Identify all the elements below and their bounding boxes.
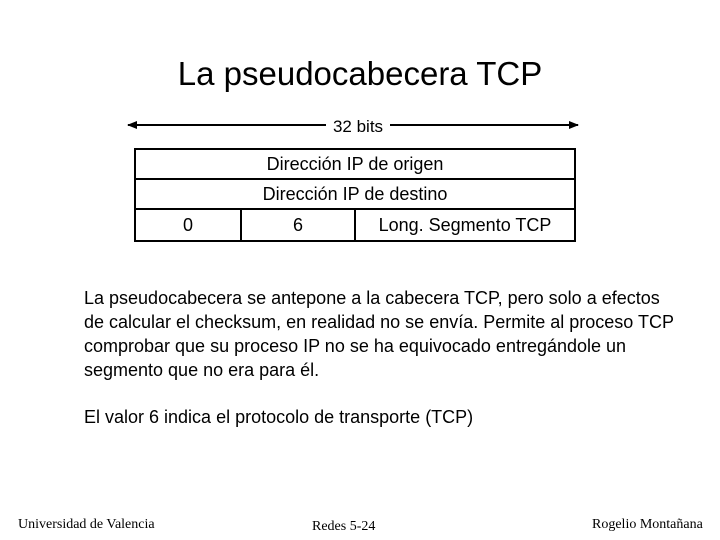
row-destination-ip	[136, 180, 574, 210]
footer-slide-number: Redes 5-24	[312, 519, 376, 534]
destination-ip-field: Dirección IP de destino	[262, 183, 448, 204]
protocol-note: El valor 6 indica el protocolo de transporte (TCP)	[84, 407, 474, 427]
pseudo-header-diagram	[134, 148, 576, 242]
slide-title: La pseudocabecera TCP	[177, 55, 543, 92]
footer-institution: Universidad de Valencia	[18, 517, 155, 532]
footer-author: Rogelio Montañana	[592, 517, 703, 532]
source-ip-field: Dirección IP de origen	[266, 153, 444, 174]
protocol-field: 6	[242, 210, 356, 240]
row-source-ip	[136, 150, 574, 180]
zeros-field: 0	[136, 210, 242, 240]
segment-length-field: Long. Segmento TCP	[378, 214, 552, 235]
width-label: 32 bits	[332, 117, 384, 136]
description-paragraph: La pseudocabecera se antepone a la cabecera TCP, pero solo a efectos de calcular el checksum, en realidad no se envía. Permite al proceso TCP comprobar que su proceso IP no se ha equivocado entregándole un segmento que no era para él.	[84, 288, 674, 380]
row-protocol-length	[136, 210, 574, 240]
